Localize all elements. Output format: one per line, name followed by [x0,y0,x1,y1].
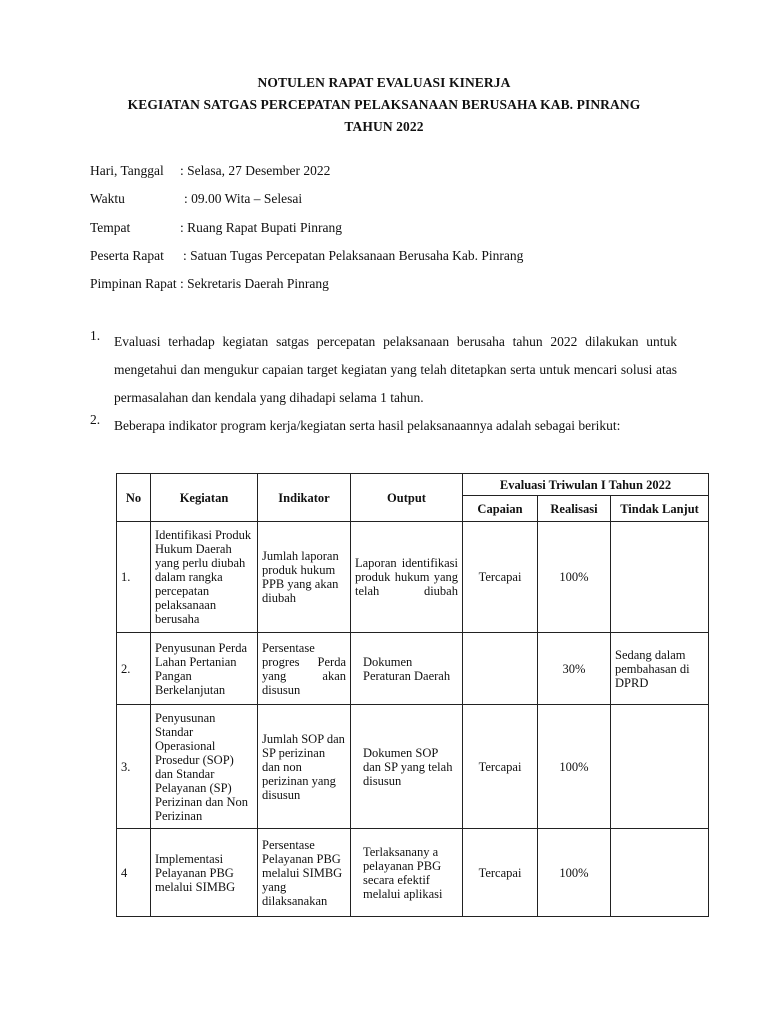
meta-waktu-label: Waktu [90,191,125,207]
cell-output: Terlaksanany a pelayanan PBG secara efektif melalui aplikasi [351,829,463,917]
meta-pimpinan [90,274,523,302]
header-tindak-lanjut: Tindak Lanjut [611,496,709,522]
header-capaian: Capaian [463,496,538,522]
cell-realisasi: 100% [538,829,611,917]
cell-capaian: Tercapai [463,829,538,917]
table-row [117,633,709,705]
cell-no: 2. [117,633,151,705]
table-row [117,522,709,633]
meta-tempat [90,218,523,246]
evaluation-table [116,473,709,917]
title-line-2: KEGIATAN SATGAS PERCEPATAN PELAKSANAAN BERUSAHA KAB. PINRANG [127,97,641,112]
cell-realisasi: 30% [538,633,611,705]
cell-kegiatan: Penyusunan Perda Lahan Pertanian Pangan Berkelanjutan [151,633,258,705]
cell-no: 4 [117,829,151,917]
meta-hari-value: : Selasa, 27 Desember 2022 [180,163,331,178]
header-no: No [117,474,151,522]
header-realisasi: Realisasi [538,496,611,522]
cell-indikator: Persentase Pelayanan PBG melalui SIMBG yang dilaksanakan [258,829,351,917]
cell-kegiatan: Implementasi Pelayanan PBG melalui SIMBG [151,829,258,917]
cell-kegiatan: Identifikasi Produk Hukum Daerah yang perlu diubah dalam rangka percepatan pelaksanaan berusaha [151,522,258,633]
point-text: Evaluasi terhadap kegiatan satgas percepatan pelaksanaan berusaha tahun 2022 dilakukan untuk mengetahui dan mengukur capaian target kegiatan yang telah ditetapkan serta untuk mencari solusi atas permasalahan dan kendala yang dihadapi selama 1 tahun. [114,334,677,405]
meta-tempat-value: : Ruang Rapat Bupati Pinrang [180,219,342,235]
point-number: 2. [90,412,101,427]
cell-capaian [463,633,538,705]
cell-tindak-lanjut [611,829,709,917]
title-line-3: TAHUN 2022 [344,119,424,134]
point-item [90,328,677,412]
cell-output: Dokumen SOP dan SP yang telah disusun [351,705,463,829]
meta-pimpinan-label: Pimpinan Rapat [90,276,177,292]
header-evaluasi-group: Evaluasi Triwulan I Tahun 2022 [463,474,709,496]
document-title [0,72,768,138]
meta-waktu [90,189,523,217]
table-row [117,705,709,829]
cell-realisasi: 100% [538,522,611,633]
cell-output: Dokumen Peraturan Daerah [351,633,463,705]
meta-hari-label: Hari, Tanggal [90,163,164,178]
cell-no: 1. [117,522,151,633]
cell-capaian: Tercapai [463,522,538,633]
cell-output: Laporan identifikasi produk hukum yang telah diubah [351,522,463,633]
meta-peserta [90,246,523,274]
cell-indikator: Jumlah SOP dan SP perizinan dan non perizinan yang disusun [258,705,351,829]
cell-tindak-lanjut [611,705,709,829]
point-text: Beberapa indikator program kerja/kegiatan serta hasil pelaksanaannya adalah sebagai berikut: [114,418,621,433]
header-output: Output [351,474,463,522]
cell-tindak-lanjut [611,522,709,633]
cell-kegiatan: Penyusunan Standar Operasional Prosedur (SOP) dan Standar Pelayanan (SP) Perizinan dan Non Perizinan [151,705,258,829]
cell-indikator: Jumlah laporan produk hukum PPB yang akan diubah [258,522,351,633]
title-line-1: NOTULEN RAPAT EVALUASI KINERJA [257,75,511,90]
cell-capaian: Tercapai [463,705,538,829]
meta-tempat-label: Tempat [90,219,131,235]
discussion-points [90,328,677,440]
meta-peserta-label: Peserta Rapat [90,247,164,263]
meeting-meta [90,161,523,302]
meta-waktu-value: : 09.00 Wita – Selesai [184,191,303,207]
cell-indikator: Persentase progres Perda yang akan disusun [258,633,351,705]
header-kegiatan: Kegiatan [151,474,258,522]
point-number: 1. [90,328,101,343]
cell-realisasi: 100% [538,705,611,829]
cell-tindak-lanjut: Sedang dalam pembahasan di DPRD [611,633,709,705]
header-indikator: Indikator [258,474,351,522]
meta-hari [90,161,523,189]
meta-peserta-value: : Satuan Tugas Percepatan Pelaksanaan Berusaha Kab. Pinrang [183,247,524,263]
point-item [90,412,677,440]
cell-no: 3. [117,705,151,829]
table-row [117,829,709,917]
meta-pimpinan-value: : Sekretaris Daerah Pinrang [180,276,329,292]
